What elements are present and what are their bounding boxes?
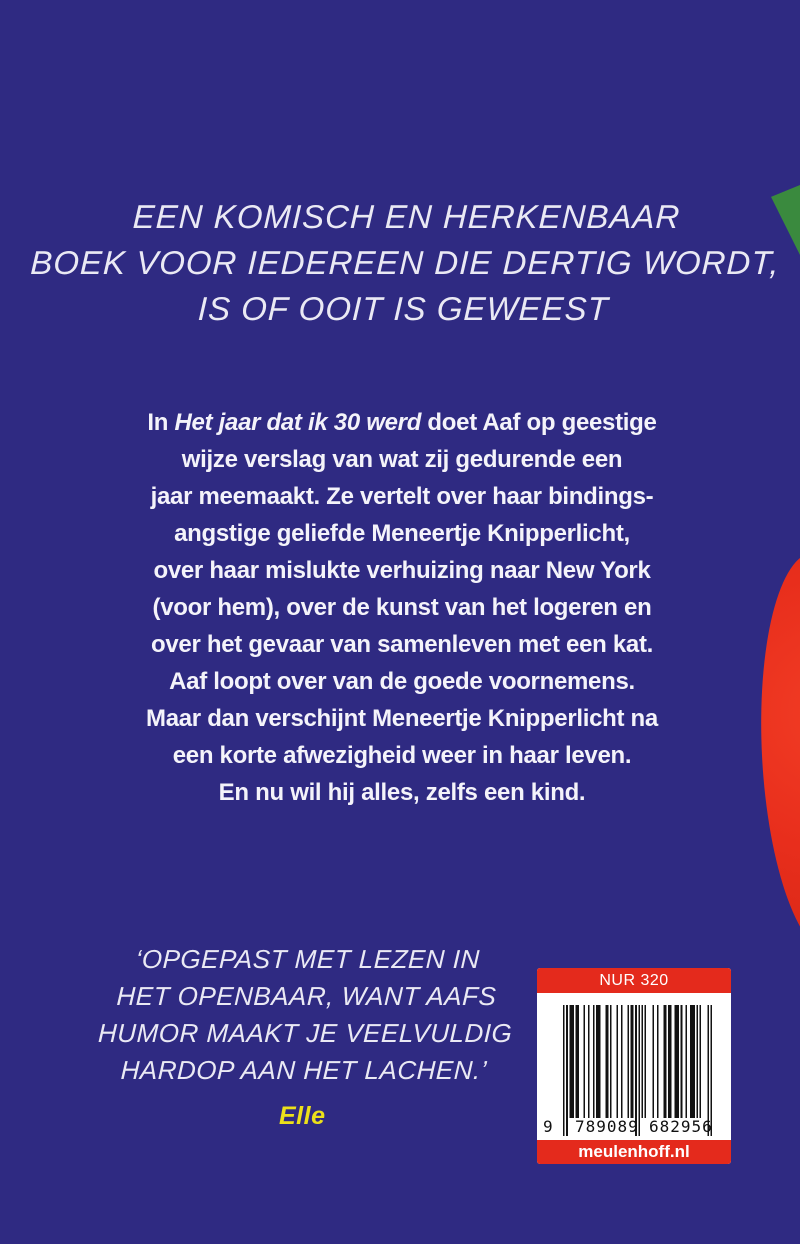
book-title-italic: Het jaar dat ik 30 werd — [174, 409, 422, 436]
synopsis-line: Maar dan verschijnt Meneertje Knipperlicht na — [146, 705, 658, 732]
synopsis — [2, 404, 800, 811]
synopsis-line: En nu wil hij alles, zelfs een kind. — [218, 779, 586, 806]
synopsis-intro-prefix: In — [147, 409, 175, 436]
review-quote — [0, 941, 613, 1135]
review-quote-source: Elle — [279, 1102, 326, 1130]
synopsis-line: Aaf loopt over van de goede voornemens. — [169, 668, 635, 695]
isbn-group-2: 682956 — [649, 1117, 713, 1136]
synopsis-intro-suffix: doet Aaf op geestige — [421, 409, 657, 436]
review-quote-line: HUMOR MAAKT JE VEELVULDIG — [97, 1018, 513, 1048]
isbn-number — [537, 1117, 731, 1137]
review-quote-line: HARDOP AAN HET LACHEN.’ — [120, 1055, 488, 1085]
review-quote-line: ‘OPGEPAST MET LEZEN IN — [135, 944, 481, 974]
tagline-line: IS OF OOIT IS GEWEEST — [197, 290, 610, 327]
tagline — [8, 194, 800, 332]
tagline-line: BOEK VOOR IEDEREEN DIE DERTIG WORDT, — [29, 244, 781, 281]
synopsis-line — [2, 404, 800, 441]
barcode-label — [537, 968, 731, 1164]
synopsis-line: een korte afwezigheid weer in haar leven. — [172, 742, 632, 769]
review-quote-line: HET OPENBAAR, WANT AAFS — [115, 981, 497, 1011]
synopsis-line: wijze verslag van wat zij gedurende een — [181, 446, 623, 473]
barcode-area — [537, 993, 731, 1140]
publisher-url: meulenhoff.nl — [537, 1140, 731, 1164]
isbn-group-1: 789089 — [575, 1117, 639, 1136]
isbn-first-digit: 9 — [543, 1117, 554, 1136]
synopsis-line: angstige geliefde Meneertje Knipperlicht, — [174, 520, 630, 547]
synopsis-line: (voor hem), over de kunst van het logeren en — [152, 594, 652, 621]
synopsis-line: over haar mislukte verhuizing naar New York — [153, 557, 651, 584]
nur-band: NUR 320 — [537, 968, 731, 993]
tagline-line: EEN KOMISCH EN HERKENBAAR — [132, 198, 682, 235]
synopsis-line: over het gevaar van samenleven met een kat. — [150, 631, 654, 658]
synopsis-line: jaar meemaakt. Ze vertelt over haar bindings- — [150, 483, 654, 510]
